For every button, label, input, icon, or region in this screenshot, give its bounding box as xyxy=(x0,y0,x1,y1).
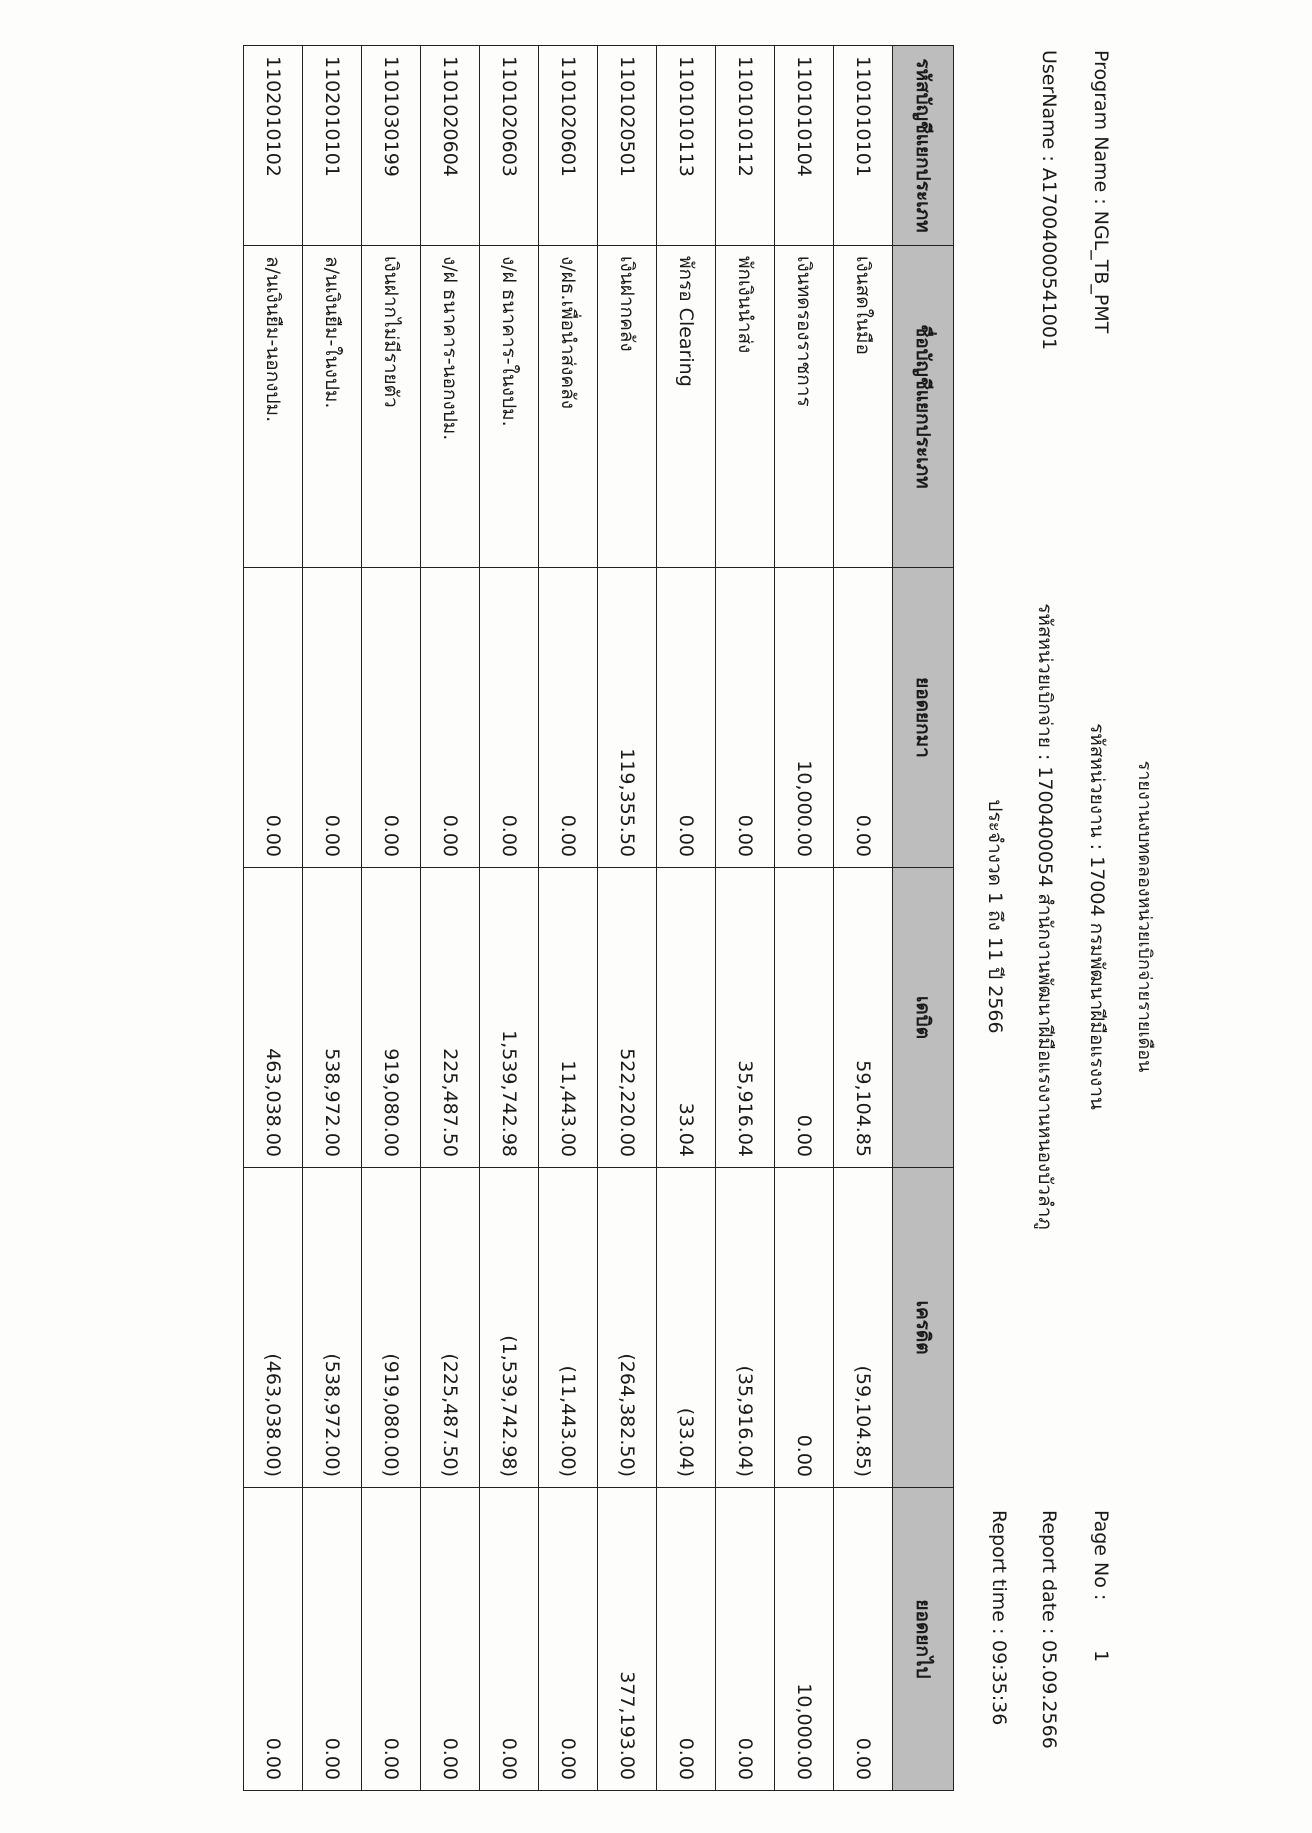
credit-cell: (1,539,742.98) xyxy=(480,1168,539,1488)
account-code-cell: 1101020501 xyxy=(598,46,657,246)
closing-balance-cell: 0.00 xyxy=(834,1488,893,1791)
account-name-cell: พักเงินนำส่ง xyxy=(716,246,775,568)
column-header-account-code: รหัสบัญชีแยกประเภท xyxy=(893,46,954,246)
credit-cell: (225,487.50) xyxy=(421,1168,480,1488)
account-code-cell: 1101030199 xyxy=(362,46,421,246)
debit-cell: 538,972.00 xyxy=(303,868,362,1168)
account-name-cell: เงินฝากไม่มีรายตัว xyxy=(362,246,421,568)
disbursing-unit-line: รหัสหน่วยเบิกจ่าย : 1700400054 สำนักงานพัฒนาฝีมือแรงงานหนองบัวลำภู xyxy=(1034,603,1056,1230)
report-date-label: Report date : xyxy=(1038,1510,1060,1635)
program-name: Program Name : NGL_TB_PMT xyxy=(1090,50,1112,334)
opening-balance-cell: 0.00 xyxy=(834,568,893,868)
account-code-cell: 1101020604 xyxy=(421,46,480,246)
opening-balance-cell: 0.00 xyxy=(480,568,539,868)
account-name-cell: พักรอ Clearing xyxy=(657,246,716,568)
closing-balance-cell: 0.00 xyxy=(716,1488,775,1791)
debit-cell: 33.04 xyxy=(657,868,716,1168)
closing-balance-cell: 0.00 xyxy=(421,1488,480,1791)
closing-balance-cell: 377,193.00 xyxy=(598,1488,657,1791)
opening-balance-cell: 0.00 xyxy=(244,568,303,868)
account-code-cell: 1102010102 xyxy=(244,46,303,246)
account-code-cell: 1102010101 xyxy=(303,46,362,246)
closing-balance-cell: 0.00 xyxy=(303,1488,362,1791)
agency-line: รหัสหน่วยงาน : 17004 กรมพัฒนาฝีมือแรงงาน xyxy=(1086,723,1108,1110)
opening-balance-cell: 10,000.00 xyxy=(775,568,834,868)
table-row xyxy=(244,46,303,1791)
closing-balance-cell: 0.00 xyxy=(244,1488,303,1791)
account-name-cell: เงินสดในมือ xyxy=(834,246,893,568)
opening-balance-cell: 0.00 xyxy=(421,568,480,868)
account-code-cell: 1101010113 xyxy=(657,46,716,246)
closing-balance-cell: 10,000.00 xyxy=(775,1488,834,1791)
opening-balance-cell: 0.00 xyxy=(303,568,362,868)
table-row xyxy=(421,46,480,1791)
account-name-cell: ล/นเงินยืม-ในงปม. xyxy=(303,246,362,568)
debit-cell: 463,038.00 xyxy=(244,868,303,1168)
account-code-cell: 1101020601 xyxy=(539,46,598,246)
closing-balance-cell: 0.00 xyxy=(657,1488,716,1791)
column-header-debit: เดบิต xyxy=(893,868,954,1168)
account-code-cell: 1101020603 xyxy=(480,46,539,246)
report-title: รายงานงบทดลองหน่วยเบิกจ่ายรายเดือน xyxy=(1134,760,1155,1073)
debit-cell: 1,539,742.98 xyxy=(480,868,539,1168)
opening-balance-cell: 0.00 xyxy=(657,568,716,868)
credit-cell: (538,972.00) xyxy=(303,1168,362,1488)
account-code-cell: 1101010112 xyxy=(716,46,775,246)
debit-cell: 11,443.00 xyxy=(539,868,598,1168)
username: UserName : A1700400054100​1 xyxy=(1038,50,1060,351)
account-name-cell: ง/ฝ ธนาคาร-ในงปม. xyxy=(480,246,539,568)
credit-cell: 0.00 xyxy=(775,1168,834,1488)
credit-cell: (919,080.00) xyxy=(362,1168,421,1488)
column-header-closing-balance: ยอดยกไป xyxy=(893,1488,954,1791)
account-name-cell: เงินทดรองราชการ xyxy=(775,246,834,568)
account-name-cell: ง/ฝธ.เพื่อนำส่งคลัง xyxy=(539,246,598,568)
table-header-row xyxy=(893,46,954,1791)
opening-balance-cell: 0.00 xyxy=(539,568,598,868)
account-name-cell: เงินฝากคลัง xyxy=(598,246,657,568)
opening-balance-cell: 0.00 xyxy=(362,568,421,868)
account-name-cell: ล/นเงินยืม-นอกงปม. xyxy=(244,246,303,568)
table-row xyxy=(598,46,657,1791)
credit-cell: (264,382.50) xyxy=(598,1168,657,1488)
table-row xyxy=(362,46,421,1791)
opening-balance-cell: 119,355.50 xyxy=(598,568,657,868)
column-header-opening-balance: ยอดยกมา xyxy=(893,568,954,868)
table-row xyxy=(775,46,834,1791)
debit-cell: 522,220.00 xyxy=(598,868,657,1168)
debit-cell: 59,104.85 xyxy=(834,868,893,1168)
table-row xyxy=(480,46,539,1791)
account-name-cell: ง/ฝ ธนาคาร-นอกงปม. xyxy=(421,246,480,568)
report-time-value: 09:35:36 xyxy=(988,1640,1010,1726)
table-row xyxy=(716,46,775,1791)
table-row xyxy=(539,46,598,1791)
debit-cell: 919,080.00 xyxy=(362,868,421,1168)
account-code-cell: 1101010104 xyxy=(775,46,834,246)
debit-cell: 0.00 xyxy=(775,868,834,1168)
table-row xyxy=(657,46,716,1791)
closing-balance-cell: 0.00 xyxy=(539,1488,598,1791)
closing-balance-cell: 0.00 xyxy=(362,1488,421,1791)
credit-cell: (11,443.00) xyxy=(539,1168,598,1488)
page-no-label: Page No : xyxy=(1090,1510,1112,1601)
report-date-value: 05.09.2566 xyxy=(1038,1640,1060,1749)
account-code-cell: 1101010101 xyxy=(834,46,893,246)
table-row xyxy=(303,46,362,1791)
debit-cell: 225,487.50 xyxy=(421,868,480,1168)
credit-cell: (59,104.85) xyxy=(834,1168,893,1488)
report-time-label: Report time : xyxy=(988,1510,1010,1635)
column-header-credit: เครดิต xyxy=(893,1168,954,1488)
debit-cell: 35,916.04 xyxy=(716,868,775,1168)
credit-cell: (33.04) xyxy=(657,1168,716,1488)
column-header-account-name: ชื่อบัญชีแยกประเภท xyxy=(893,246,954,568)
table-row xyxy=(834,46,893,1791)
trial-balance-table xyxy=(243,45,954,1791)
page-no-value: 1 xyxy=(1090,1650,1112,1663)
closing-balance-cell: 0.00 xyxy=(480,1488,539,1791)
opening-balance-cell: 0.00 xyxy=(716,568,775,868)
credit-cell: (463,038.00) xyxy=(244,1168,303,1488)
period-line: ประจำงวด 1 ถึง 11 ปี 2566 xyxy=(984,799,1006,1034)
credit-cell: (35,916.04) xyxy=(716,1168,775,1488)
